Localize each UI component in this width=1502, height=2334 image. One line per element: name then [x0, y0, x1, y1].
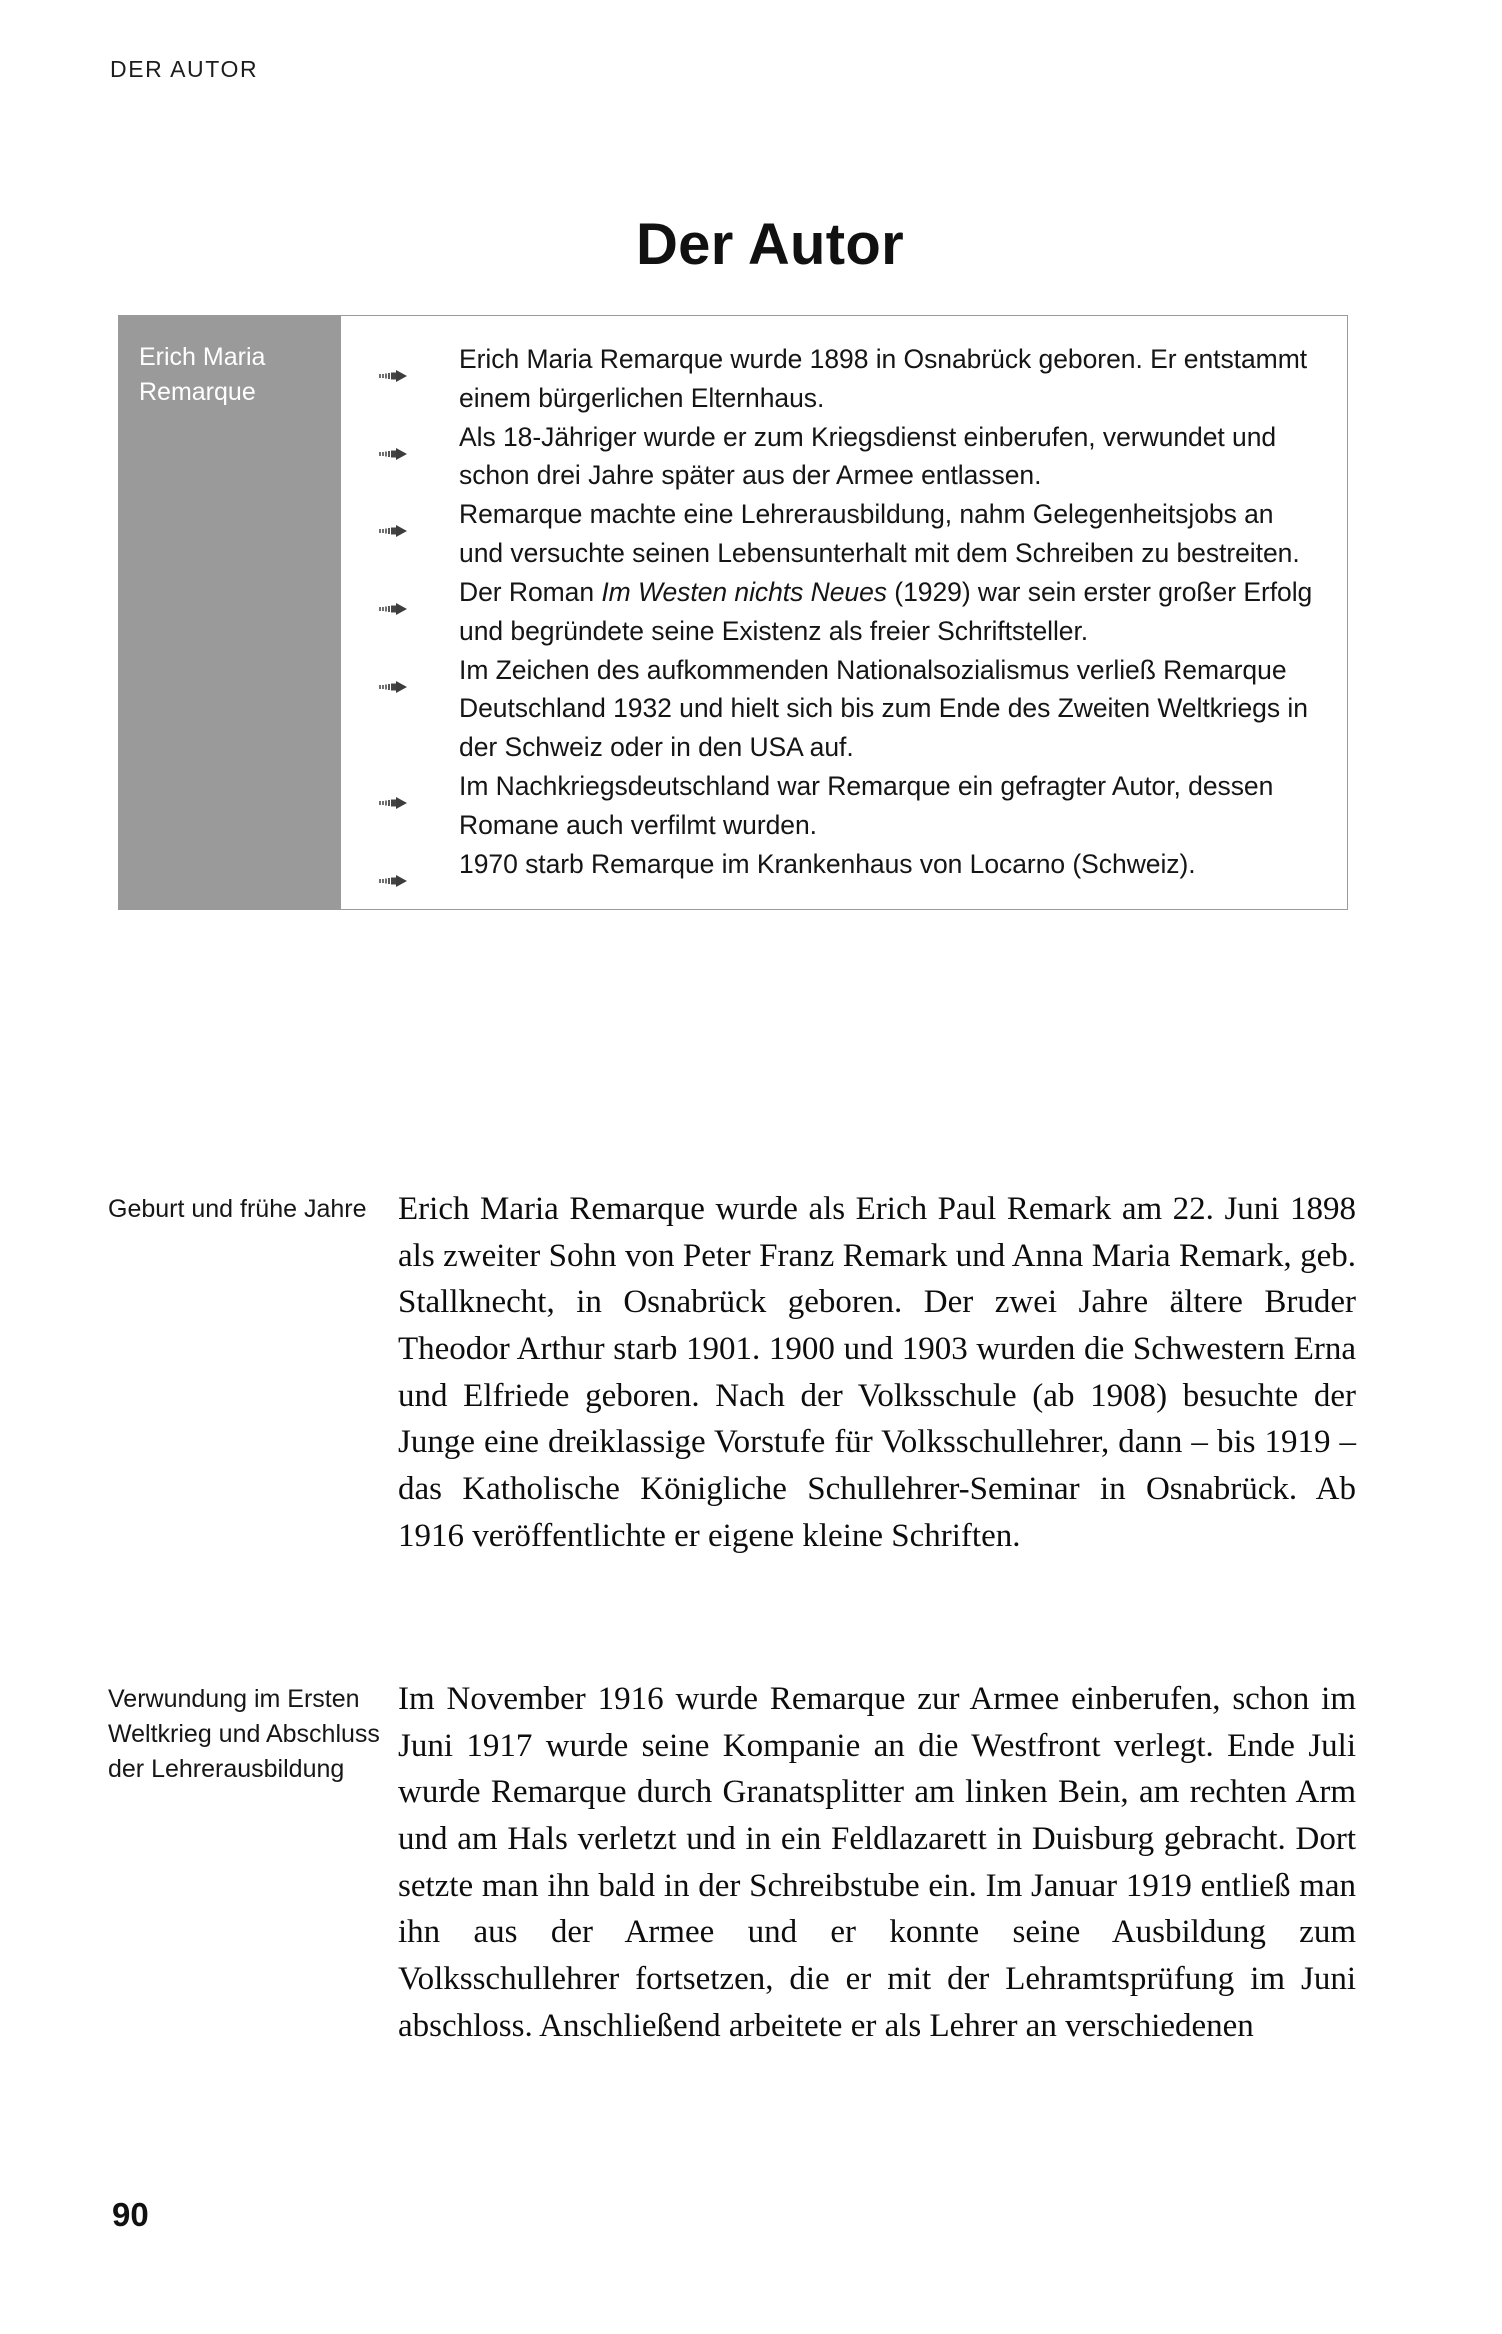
page-number: 90 [112, 2196, 149, 2233]
summary-box-label [119, 316, 341, 909]
arrow-right-icon [379, 509, 409, 521]
section-geburt-und-fruehe-jahre [108, 1186, 1356, 1560]
arrow-right-icon [379, 665, 409, 677]
arrow-right-icon [379, 587, 409, 599]
summary-box-body [341, 316, 1347, 909]
body-paragraph: Erich Maria Remarque wurde als Erich Paul Remark am 22. Juni 1898 als zweiter Sohn von Peter Franz Remark und Anna Maria Remark, geb. Stallknecht, in Osnabrück geboren. Der zwei Jahre ältere Bruder Theodor Arthur starb 1901. 1900 und 1903 wurden die Schwestern Erna und Elfriede geboren. Nach der Volksschule (ab 1908) besuchte der Junge eine dreiklassige Vorstufe für Volksschullehrer, dann – bis 1919 – das Katholische Königliche Schullehrer-Seminar in Osnabrück. Ab 1916 veröffentlichte er eigene kleine Schriften. [398, 1191, 1356, 1554]
running-head: DER AUTOR [110, 56, 259, 82]
arrow-right-icon [379, 859, 409, 871]
list-item [341, 418, 1321, 496]
summary-box-label-line2: Remarque [139, 378, 256, 406]
list-item-text: Im Zeichen des aufkommenden Nationalsozialismus verließ Remarque Deutschland 1932 und hielt sich bis zum Ende des Zweiten Weltkriegs in der Schweiz oder in den USA auf. [459, 654, 1308, 763]
summary-box-label-line1: Erich Maria [139, 343, 266, 371]
page-title: Der Autor [635, 211, 904, 277]
arrow-right-icon [379, 432, 409, 444]
list-item-text: Remarque machte eine Lehrerausbildung, nahm Gelegenheitsjobs an und versuchte seinen Lebensunterhalt mit dem Schreiben zu bestreiten. [459, 499, 1300, 569]
arrow-right-icon [379, 354, 409, 366]
list-item [341, 495, 1321, 573]
summary-bullet-list [341, 340, 1321, 883]
list-item-text: Im Nachkriegsdeutschland war Remarque ein gefragter Autor, dessen Romane auch verfilmt wurden. [459, 770, 1274, 840]
list-item [341, 651, 1321, 767]
list-item-text-suffix: (1929) war sein erster großer Erfolg und begründete seine Existenz als freier Schriftsteller. [459, 576, 1313, 646]
list-item-text: 1970 starb Remarque im Krankenhaus von Locarno (Schweiz). [459, 848, 1196, 879]
list-item [341, 845, 1321, 884]
body-column [398, 1676, 1356, 2050]
list-item [341, 767, 1321, 845]
list-item-text: Erich Maria Remarque wurde 1898 in Osnabrück geboren. Er entstammt einem bürgerlichen Elternhaus. [459, 344, 1308, 413]
arrow-right-icon [379, 781, 409, 793]
marginal-note: Verwundung im Ersten Weltkrieg und Abschluss der Lehrerausbildung [108, 1685, 380, 1783]
marginal-note: Geburt und frühe Jahre [108, 1195, 367, 1223]
section-verwundung-im-ersten-weltkrieg [108, 1676, 1356, 2050]
book-title-italic: Im Westen nichts Neues [601, 576, 887, 607]
list-item [341, 340, 1321, 418]
list-item-text-prefix: Der Roman [459, 576, 602, 607]
body-column [398, 1186, 1356, 1560]
list-item [341, 573, 1321, 651]
list-item-text: Als 18-Jähriger wurde er zum Kriegsdienst einberufen, verwundet und schon drei Jahre später aus der Armee entlassen. [459, 421, 1277, 491]
summary-box [118, 315, 1348, 910]
body-paragraph: Im November 1916 wurde Remarque zur Armee einberufen, schon im Juni 1917 wurde seine Kompanie an die Westfront verlegt. Ende Juli wurde Remarque durch Granatsplitter am linken Bein, am rechten Arm und am Hals verletzt und in ein Feldlazarett in Duisburg gebracht. Dort setzte man ihn bald in der Schreibstube ein. Im Januar 1919 entließ man ihn aus der Armee und er konnte seine Ausbildung zum Volksschullehrer fortsetzen, die er mit der Lehramtsprüfung im Juni abschloss. Anschließend arbeitete er als Lehrer an verschiedenen [398, 1681, 1356, 2044]
